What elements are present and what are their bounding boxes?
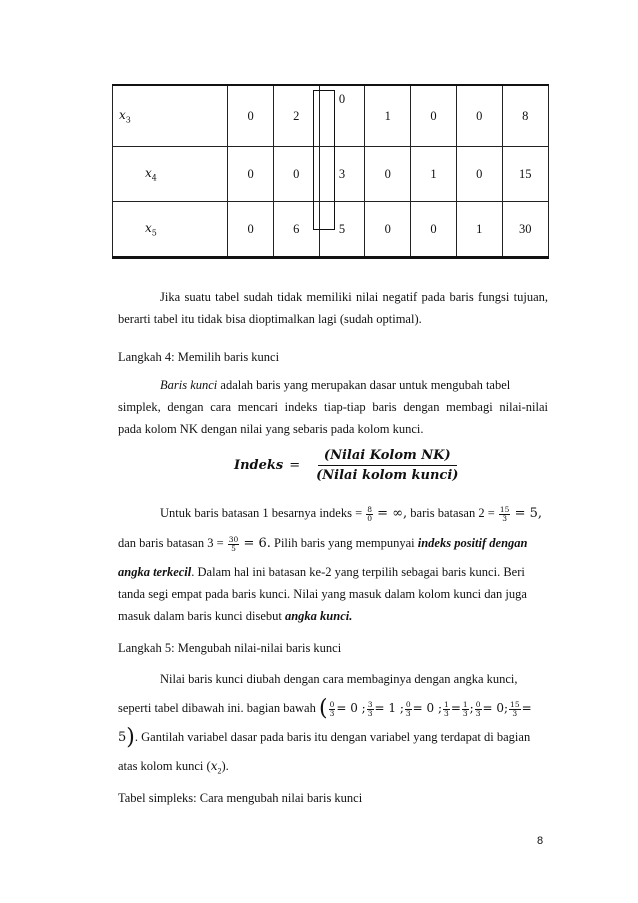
table-caption: Tabel simpleks: Cara mengubah nilai baris kunci — [118, 791, 363, 805]
table-cell: 0 — [456, 147, 502, 202]
math-result: = — [450, 701, 461, 715]
paragraph-line: tanda segi empat pada baris kunci. Nilai yang masuk dalam kolom kunci dan juga — [118, 587, 527, 601]
paragraph-text: Untuk baris batasan 1 besarnya indeks = — [160, 506, 363, 520]
key-column-highlight — [313, 90, 335, 230]
inline-fraction-list — [328, 699, 532, 718]
table-cell: 0 — [411, 202, 457, 258]
paragraph-line — [118, 756, 548, 782]
paragraph-line: pada kolom NK dengan nilai yang sebaris pada kolom kunci. — [118, 422, 424, 436]
inline-fraction: $\frac{3}{3}$ — [367, 699, 373, 718]
close-paren: ) — [126, 725, 135, 751]
page-number: 8 — [537, 835, 544, 847]
table-cell: 2 — [273, 85, 319, 147]
paragraph-line: Nilai baris kunci diubah dengan cara membaginya dengan angka kunci, — [160, 672, 518, 686]
math-result: = 0; — [482, 701, 509, 715]
basis-variable: $x_5$ — [113, 202, 228, 258]
table-cell: 0 — [365, 147, 411, 202]
paragraph-line — [118, 606, 548, 626]
paragraph-text: seperti tabel dibawah ini. bagian bawah — [118, 701, 316, 715]
formula-numerator: (Nilai Kolom NK) — [318, 448, 457, 466]
math-result: = — [521, 701, 532, 715]
paragraph-text: . Gantilah variabel dasar pada baris itu dengan variabel yang terdapat di bagian — [134, 730, 531, 744]
paragraph-line — [118, 562, 548, 582]
paragraph-text: Pilih baris yang mempunyai — [270, 536, 418, 550]
paragraph-line — [118, 696, 548, 722]
inline-fraction: $\frac{30}{5}$ — [228, 534, 239, 553]
formula-denominator: (Nilai kolom kunci) — [316, 468, 459, 483]
table-cell: 1 — [365, 85, 411, 147]
table-cell: 0 — [273, 147, 319, 202]
paragraph-line: berarti tabel itu tidak bisa dioptimalkan lagi (sudah optimal). — [118, 312, 422, 326]
math-result: 5 — [118, 730, 127, 745]
math-result: ; — [469, 701, 474, 715]
inline-fraction: $\frac{0}{3}$ — [329, 699, 335, 718]
paragraph-text: atas kolom kunci ( — [118, 759, 211, 773]
paragraph-line: simplek, dengan cara mencari indeks tiap-tiap baris dengan membagi nilai-nilai — [118, 400, 548, 414]
paragraph-text: . Dalam hal ini batasan ke-2 yang terpilih sebagai baris kunci. Beri — [191, 565, 525, 579]
basis-variable: $x_4$ — [113, 147, 228, 202]
inline-fraction: $\frac{1}{3}$ — [462, 699, 468, 718]
step-heading: Langkah 5: Mengubah nilai-nilai baris kunci — [118, 641, 342, 655]
paragraph-line — [118, 533, 548, 554]
emphasis-text: angka kunci. — [284, 609, 353, 623]
table-cell: 1 — [456, 202, 502, 258]
inline-fraction: $\frac{8}{0}$ — [367, 504, 373, 523]
math-result: = 0 ; — [336, 701, 366, 715]
paragraph-line — [160, 503, 548, 524]
inline-fraction: $\frac{0}{3}$ — [475, 699, 481, 718]
formula-equals: = — [289, 458, 301, 473]
table-cell: 0 — [228, 85, 274, 147]
table-cell: 0 — [456, 85, 502, 147]
inline-fraction: $\frac{0}{3}$ — [405, 699, 411, 718]
table-cell: 0 — [228, 202, 274, 258]
table-cell: 0 — [411, 85, 457, 147]
open-paren: ( — [318, 696, 328, 722]
table-cell: 30 — [502, 202, 548, 258]
paragraph-line — [118, 725, 548, 751]
table-cell: 3 — [319, 147, 365, 202]
paragraph-text: ). — [221, 759, 229, 773]
table-cell: 0 — [319, 85, 365, 147]
paragraph-line: Jika suatu tabel sudah tidak memiliki nilai negatif pada baris fungsi tujuan, — [160, 290, 548, 304]
math-result: = 0 ; — [412, 701, 443, 715]
index-formula — [234, 448, 468, 483]
table-cell: 6 — [273, 202, 319, 258]
emphasis-text: angka terkecil — [118, 565, 192, 579]
math-result: = 5, — [514, 506, 542, 521]
inline-fraction: $\frac{15}{3}$ — [499, 504, 510, 523]
formula-fraction — [310, 448, 464, 483]
table-cell: 0 — [228, 147, 274, 202]
basis-variable: $x_3$ — [113, 85, 228, 147]
paragraph-text: dan baris batasan 3 = — [118, 536, 224, 550]
math-result: = 6. — [243, 536, 271, 551]
inline-fraction: $\frac{15}{3}$ — [510, 699, 520, 718]
formula-lhs: Indeks — [234, 458, 284, 473]
paragraph-line — [160, 375, 548, 395]
math-variable: x — [210, 759, 218, 773]
math-subscript: 2 — [217, 766, 222, 776]
math-result: = 1 ; — [374, 701, 404, 715]
paragraph-text: baris batasan 2 = — [410, 506, 495, 520]
inline-fraction: $\frac{1}{3}$ — [444, 699, 449, 718]
table-cell: 15 — [502, 147, 548, 202]
paragraph-text: masuk dalam baris kunci disebut — [118, 609, 285, 623]
table-cell: 5 — [319, 202, 365, 258]
math-result: = ∞, — [377, 506, 408, 521]
emphasis-text: indeks positif dengan — [417, 536, 528, 550]
table-cell: 1 — [411, 147, 457, 202]
paragraph-text: adalah baris yang merupakan dasar untuk mengubah tabel — [217, 378, 511, 392]
table-cell: 0 — [365, 202, 411, 258]
step-heading: Langkah 4: Memilih baris kunci — [118, 350, 280, 364]
table-cell: 8 — [502, 85, 548, 147]
term-italic: Baris kunci — [160, 378, 218, 392]
